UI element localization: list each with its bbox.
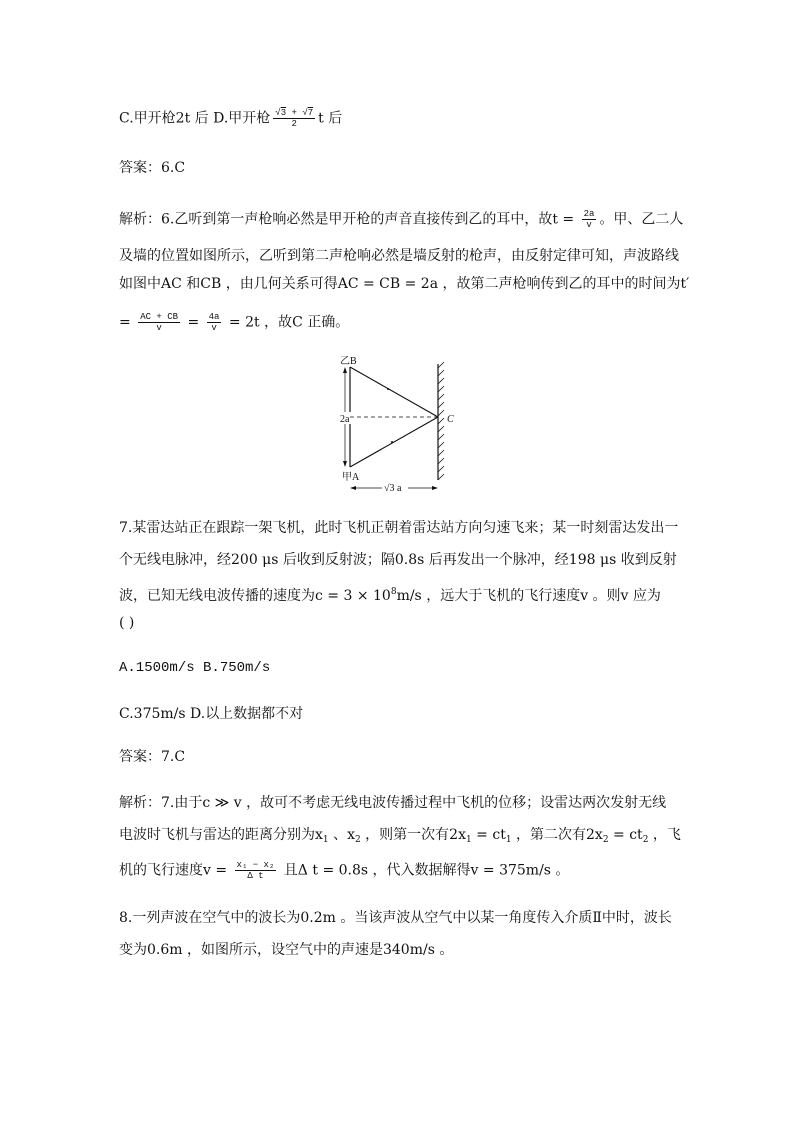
option-c-label: C. <box>119 110 134 127</box>
subscript: 2 <box>602 835 609 845</box>
label-2a: 2a <box>340 414 350 425</box>
reflection-diagram <box>330 352 460 498</box>
ray-marker-lower <box>391 441 393 443</box>
q7-stem-line-3 <box>119 583 661 605</box>
q6-analysis-line-1 <box>119 209 683 230</box>
fraction-denominator: v <box>156 323 162 333</box>
q7-analysis-line-3 <box>119 860 569 881</box>
fraction-denominator: v <box>211 323 217 333</box>
q7-stem-line-4: ( ) <box>119 615 135 631</box>
q7-analysis-line-1: 解析：7.由于c ≫ v ，故可不考虑无线电波传播过程中飞机的位移；设雷达两次发射无线 <box>119 795 667 811</box>
q6-analysis-l4-fraction-1 <box>138 312 180 333</box>
label-a: 甲A <box>342 472 360 483</box>
q6-analysis-l1-fraction <box>582 209 597 230</box>
fraction-denominator: v <box>586 220 592 230</box>
arrow-left <box>350 486 356 490</box>
q7-stem-l3-b: m/s ，远大于飞机的飞行速度v 。则v 应为 <box>396 588 661 604</box>
fraction-numerator: AC + CB <box>140 312 178 322</box>
label-c: C <box>447 414 454 425</box>
ray-cb <box>350 367 438 417</box>
q7-stem-line-2: 个无线电脉冲，经200 μs 后收到反射波；隔0.8s 后再发出一个脉冲，经198 μs 收到反射 <box>119 552 677 568</box>
arrow-right <box>432 486 438 490</box>
fraction-numerator: 2a <box>583 209 595 219</box>
q7-stem-line-1: 7.某雷达站正在跟踪一架飞机，此时飞机正朝着雷达站方向匀速飞来；某一时刻雷达发出一 <box>119 520 679 536</box>
arrow-up <box>343 367 347 373</box>
fraction-numerator: x₁ − x₂ <box>236 860 275 870</box>
q6-analysis-l4-eq2: = <box>183 314 204 331</box>
option-d-fraction: $\frac{√3 + √7}{2}$ <box>275 108 314 129</box>
q6-analysis-l1-suffix: 。甲、乙二人 <box>599 211 684 228</box>
q7-analysis-l2-c: ，则第一次有2x <box>360 827 466 843</box>
arrow-down <box>343 461 347 467</box>
q7-options-ab: A.1500m/s B.750m/s <box>119 660 271 676</box>
q7-analysis-l2-b: 、x <box>328 827 355 843</box>
q7-analysis-line-2 <box>119 826 681 849</box>
q6-analysis-l4-eq: = <box>119 314 136 331</box>
ray-marker-upper <box>387 388 389 390</box>
option-d-plus: + <box>286 108 303 118</box>
q7-analysis-l2-a: 电波时飞机与雷达的距离分别为x <box>119 827 323 843</box>
label-distance: √3 a <box>384 483 402 494</box>
q7-analysis-fraction <box>235 860 277 881</box>
q8-stem-line-1: 8.一列声波在空气中的波长为0.2m 。当该声波从空气中以某一角度传入介质Ⅱ中时，波长 <box>119 910 672 926</box>
q7-analysis-l2-g: ，飞 <box>648 827 681 843</box>
q6-analysis-l4-suffix: = 2t ，故C 正确。 <box>224 314 350 331</box>
option-c-text: 甲开枪2t 后 <box>133 110 209 127</box>
q7-stem-l3-a: 波，已知无线电波传播的速度为c = 3 × 10 <box>119 588 391 604</box>
q7-analysis-l2-d: = ct <box>471 827 506 843</box>
q6-analysis-l1-prefix: 解析：6.乙听到第一声枪响必然是甲开枪的声音直接传到乙的耳中，故t = <box>119 211 579 228</box>
q7-options-cd: C.375m/s D.以上数据都不对 <box>119 706 304 722</box>
label-b: 乙B <box>340 356 357 367</box>
option-d-label: D. <box>213 110 229 127</box>
fraction-denominator: Δ t <box>247 871 264 881</box>
subscript: 1 <box>322 835 329 845</box>
q6-analysis-l4-fraction-2 <box>207 312 222 333</box>
option-d-denominator: 2 <box>291 119 297 129</box>
q7-analysis-l2-e: ，第二次有2x <box>511 827 603 843</box>
option-d-root-b: 7 <box>307 108 314 118</box>
wall-hatching <box>438 362 444 480</box>
q6-answer: 答案：6.C <box>119 160 186 176</box>
subscript: 1 <box>466 835 472 845</box>
fraction-numerator: 4a <box>208 312 220 322</box>
q7-answer: 答案：7.C <box>119 749 186 765</box>
option-d-text-after: t 后 <box>318 110 343 127</box>
ray-ac <box>350 417 438 467</box>
q7-analysis-l3-b: 且Δ t = 0.8s ，代入数据解得v = 375m/s 。 <box>279 862 570 879</box>
subscript: 2 <box>355 835 361 845</box>
q6-analysis-line-3: 如图中AC 和CB ，由几何关系可得AC = CB = 2a ，故第二声枪响传到乙的耳中的时间为t′ <box>119 276 690 292</box>
q6-analysis-line-2: 及墙的位置如图所示，乙听到第二声枪响必然是墙反射的枪声，由反射定律可知，声波路线 <box>119 248 679 264</box>
q7-analysis-l2-f: = ct <box>608 827 643 843</box>
q6-analysis-line-4 <box>119 312 349 333</box>
option-d-text-before: 甲开枪 <box>228 110 271 127</box>
q8-stem-line-2: 变为0.6m ，如图所示，设空气中的声速是340m/s 。 <box>119 942 454 958</box>
q7-analysis-l3-a: 机的飞行速度v = <box>119 862 232 879</box>
q6-options-line <box>119 108 342 129</box>
subscript: 1 <box>505 835 512 845</box>
q7-stem-l3-exponent: 8 <box>390 587 397 597</box>
subscript: 2 <box>642 835 649 845</box>
option-d-root-a: 3 <box>280 108 287 118</box>
